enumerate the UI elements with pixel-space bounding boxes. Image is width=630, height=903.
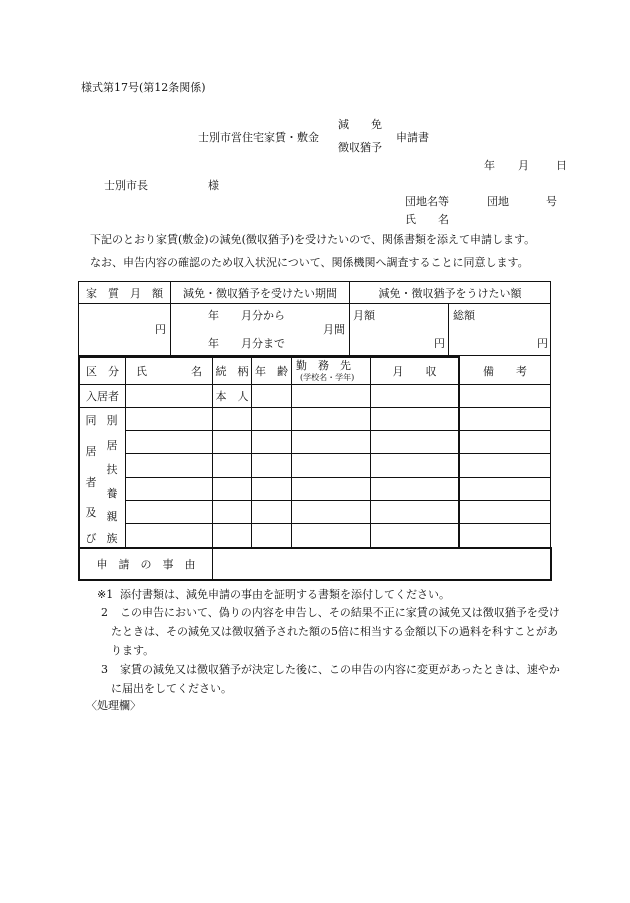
name-header: 氏 名 xyxy=(136,365,202,378)
danchi-label: 団地 xyxy=(487,195,509,208)
document-page: 様式第17号(第12条関係) 士別市営住宅家賃・敷金 減 免 徴収猶予 申請書 年 月 日 士別市長 様 団地名等 団地 号 氏 名 下記のとおり家賃(敷金)の減免(徴収猶予)を受けたいので、関係書類を添えて申請します。 なお、申告内容の確認のため収入状況について、関係機関へ調査することに同意します。 家 質 月 額 減免・徴収猶予を受けたい期間 減免・徴収猶予をうけたい額 円 年 月分から 月間 年 月分まで 月額 円 総額 円 区 分 氏 名 続 柄 年 齢 勤 務 先 (学校名・学年) 月 収 備 考 入居者 本 人 同 居 者 及 び 別 居 扶 養 親 族 申 請 の 事 由 ※1 添付書類は、減免申請の事由を証明する書類を添付してください。 2 この申告において、偽りの内容を申告し、その結果不正に家賃の減免又は徴収猶予を受け たときは、その減免又は徴収猶予された額の5倍に相当する金額以下の過料を科すことがあ ります。 3 家賃の減免又は徴収猶予が決定した後に、この申告の内容に変更があったときは、速やか に届出をしてください。 〈処理欄〉 xyxy=(0,0,630,903)
note-2-text: この申告において、偽りの内容を申告し、その結果不正に家賃の減免又は徴収猶予を受け xyxy=(120,606,560,619)
note-2-mark: 2 xyxy=(101,606,108,619)
class-header: 区 分 xyxy=(86,365,119,378)
intro-text-1: 下記のとおり家賃(敷金)の減免(徴収猶予)を受けたいので、関係書類を添えて申請します。 xyxy=(90,233,536,246)
complex-name-label: 団地名等 xyxy=(405,195,449,208)
form-number: 様式第17号(第12条関係) xyxy=(81,81,206,94)
date-day-label: 日 xyxy=(556,159,567,172)
form-title-option-exemption: 減 免 xyxy=(338,118,382,131)
period-from-year: 年 xyxy=(208,309,219,322)
period-from-month: 月分から xyxy=(241,309,285,322)
period-header: 減免・徴収猶予を受けたい期間 xyxy=(183,286,337,300)
date-year-label: 年 xyxy=(484,159,495,172)
workplace-subheader: (学校名・学年) xyxy=(300,373,355,382)
application-reason-label: 申 請 の 事 由 xyxy=(96,558,196,571)
unit-number-label: 号 xyxy=(546,195,557,208)
period-months-label: 月間 xyxy=(323,323,345,336)
income-header: 月 収 xyxy=(392,365,437,378)
form-title-option-deferral: 徴収猶予 xyxy=(338,141,382,154)
note-2-cont-2: ります。 xyxy=(111,644,155,657)
total-yen-label: 円 xyxy=(537,337,548,350)
note-1-mark: ※1 xyxy=(97,588,114,601)
processing-field-label: 〈処理欄〉 xyxy=(86,699,141,712)
monthly-amount-label: 月額 xyxy=(353,309,375,322)
note-3-cont-1: に届出をしてください。 xyxy=(111,682,232,695)
form-title-suffix: 申請書 xyxy=(396,131,429,144)
applicant-name-label: 氏 名 xyxy=(405,213,449,226)
relation-header: 続 柄 xyxy=(215,365,249,378)
note-3-text: 家賃の減免又は徴収猶予が決定した後に、この申告の内容に変更があったときは、速やか xyxy=(120,663,560,676)
amount-header: 減免・徴収猶予をうけたい額 xyxy=(378,286,522,300)
workplace-header: 勤 務 先 xyxy=(296,359,351,372)
monthly-yen-label: 円 xyxy=(434,337,445,350)
rent-header: 家 質 月 額 xyxy=(86,286,163,300)
intro-text-2: なお、申告内容の確認のため収入状況について、関係機関へ調査することに同意します。 xyxy=(90,256,529,269)
note-1-text: 添付書類は、減免申請の事由を証明する書類を添付してください。 xyxy=(120,588,450,601)
resident-relation: 本 人 xyxy=(215,390,249,403)
addressee-honorific: 様 xyxy=(208,179,219,192)
date-month-label: 月 xyxy=(518,159,529,172)
age-header: 年 齢 xyxy=(255,365,288,378)
total-amount-label: 総額 xyxy=(453,309,475,322)
form-title-main: 士別市営住宅家賃・敷金 xyxy=(198,131,319,144)
addressee-name: 士別市長 xyxy=(104,179,148,192)
rent-yen-label: 円 xyxy=(155,323,166,336)
note-3-mark: 3 xyxy=(101,663,108,676)
period-to-year: 年 xyxy=(208,337,219,350)
period-to-month: 月分まで xyxy=(241,337,285,350)
note-2-cont-1: たときは、その減免又は徴収猶予された額の5倍に相当する金額以下の過料を科すことがあ xyxy=(111,625,558,638)
resident-label: 入居者 xyxy=(86,390,119,403)
remarks-header: 備 考 xyxy=(483,365,527,378)
